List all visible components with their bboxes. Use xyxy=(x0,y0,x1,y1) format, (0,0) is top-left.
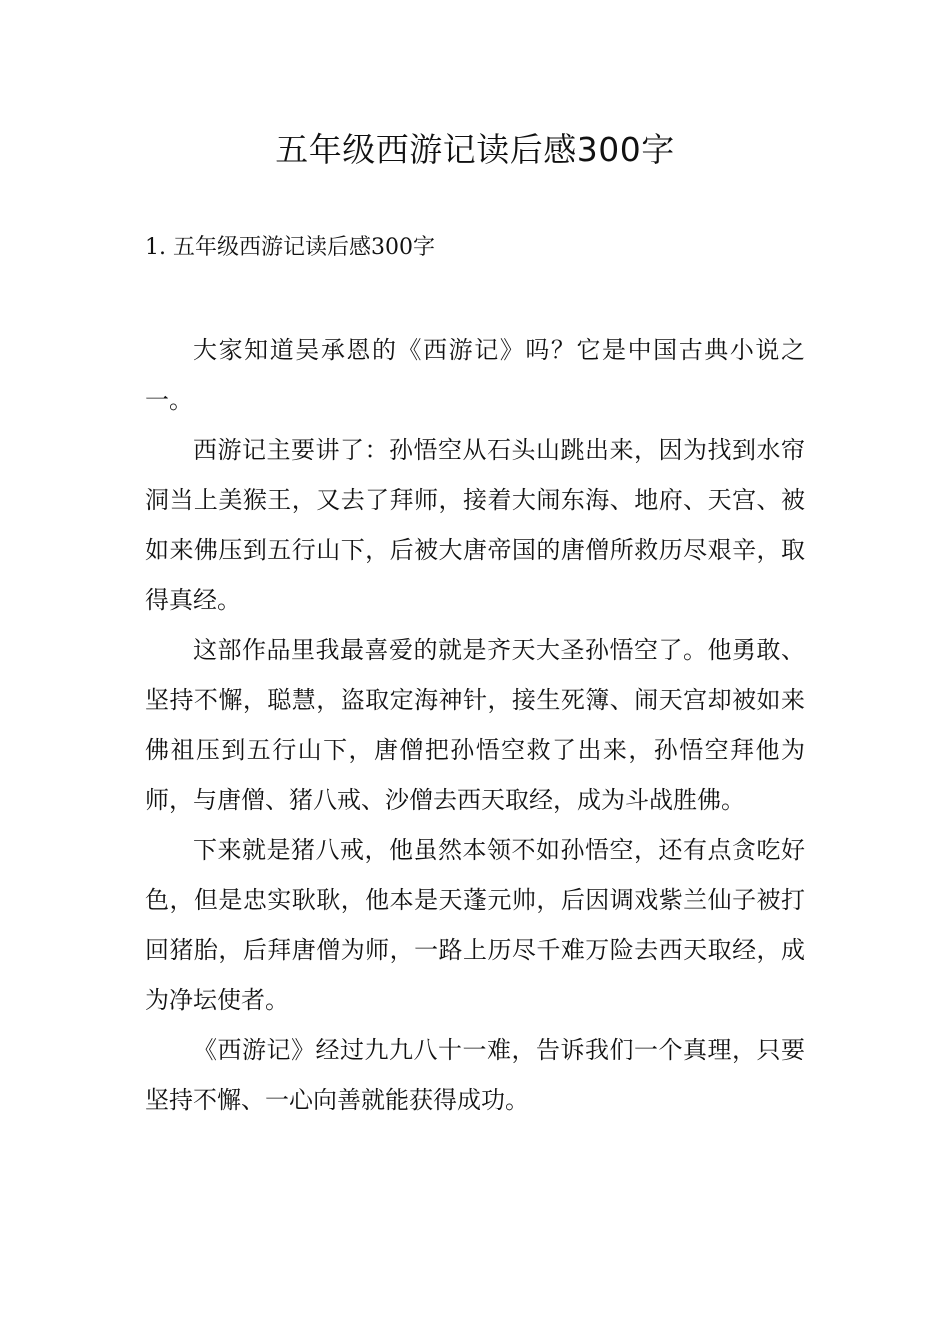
paragraph-5: 《西游记》经过九九八十一难，告诉我们一个真理，只要坚持不懈、一心向善就能获得成功。 xyxy=(145,1036,805,1114)
section-heading: 1. 五年级西游记读后感300字 xyxy=(145,235,435,260)
paragraph-4: 下来就是猪八戒，他虽然本领不如孙悟空，还有点贪吃好色，但是忠实耿耿，他本是天蓬元帅，后因调戏紫兰仙子被打回猪胎，后拜唐僧为师，一路上历尽千难万险去西天取经，成为净坛使者。 xyxy=(145,836,805,1014)
paragraph-2: 西游记主要讲了：孙悟空从石头山跳出来，因为找到水帘洞当上美猴王，又去了拜师，接着大闹东海、地府、天宫、被如来佛压到五行山下，后被大唐帝国的唐僧所救历尽艰辛，取得真经。 xyxy=(145,436,805,614)
paragraph-1: 大家知道吴承恩的《西游记》吗？它是中国古典小说之一。 xyxy=(145,336,805,414)
document-body xyxy=(145,325,805,1125)
paragraph-3: 这部作品里我最喜爱的就是齐天大圣孙悟空了。他勇敢、坚持不懈，聪慧，盗取定海神针，接生死簿、闹天宫却被如来佛祖压到五行山下，唐僧把孙悟空救了出来，孙悟空拜他为师，与唐僧、猪八戒、沙僧去西天取经，成为斗战胜佛。 xyxy=(145,636,805,814)
document-title: 五年级西游记读后感300字 xyxy=(275,130,675,169)
